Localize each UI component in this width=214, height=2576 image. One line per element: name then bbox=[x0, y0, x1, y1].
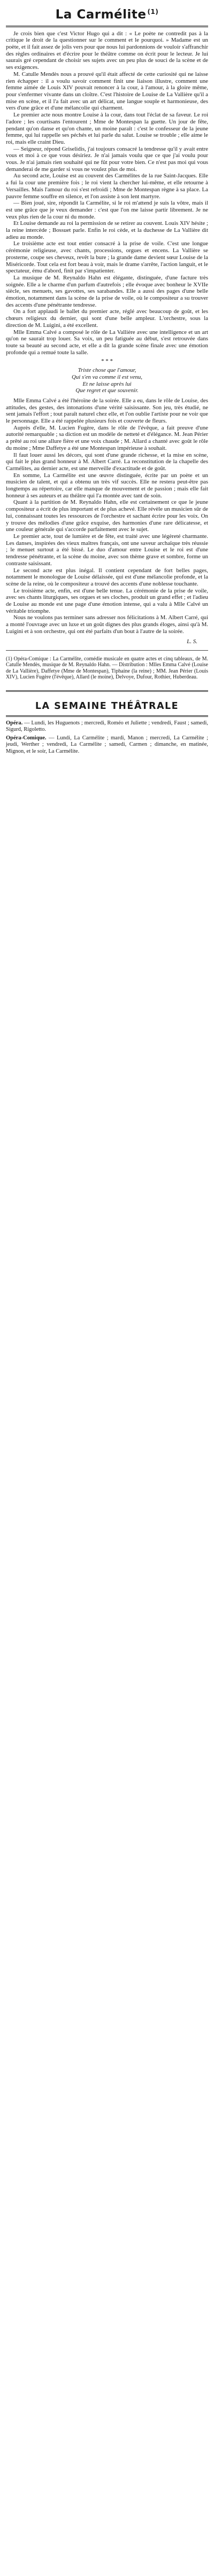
article-paragraph: En somme, La Carmélite est une œuvre distinguée, écrite par un poète et un musicien de talent, et qui a obtenu un très vif succès. Elle ne restera peut-être pas longtemps au répertoire, car elle manque de mouvement et de passion ; mais elle fait honneur à ses auteurs et au théâtre qui l'a montée avec tant de soin. bbox=[6, 472, 208, 499]
weekly-entry-theatre: Opéra. bbox=[6, 720, 23, 726]
article-paragraph: Mlle Emma Calvé a été l'héroïne de la soirée. Elle a eu, dans le rôle de Louise, des attitudes, des gestes, des intonations d'une vérité saisissante. Son jeu, très étudié, ne sent jamais l'effort ; tout paraît naturel chez elle, et l'on oublie l'artiste pour ne voir que le personnage. Elle a été rappelée plusieurs fois et couverte de fleurs. bbox=[6, 397, 208, 425]
article-paragraph: M. Catulle Mendès nous a prouvé qu'il était affecté de cette curiosité qui ne laisse rien échapper : il a voulu savoir comment finit une liaison illustre, comment une femme aimée de Louis XIV pouvait renoncer à la cour, à l'amour, à la gloire même, pour s'enfermer vivante dans un cloître. C'est l'histoire de Louise de La Vallière qu'il a mise en scène, et il l'a fait avec un art délicat, une langue souple et harmonieuse, des vers d'une grâce et d'une mélancolie qui charment. bbox=[6, 71, 208, 112]
article-signature: L. S. bbox=[187, 638, 197, 645]
weekly-entry-text: — Lundi, les Huguenots ; mercredi, Roméo et Juliette ; vendredi, Faust ; samedi, Sigurd, Rigoletto. bbox=[6, 720, 208, 733]
article-title-footnote-marker: (1) bbox=[147, 8, 159, 15]
verse-line: Et ne laisse après lui bbox=[82, 380, 132, 387]
article-paragraph: — Seigneur, répond Griselidis, j'ai toujours consacré la tendresse qu'il y avait entre vous et moi à ce que vous désiriez. Je n'ai jamais voulu que ce que j'ai voulu pour vous. Je n'ai jamais rien souhaité qui ne fût pour votre bien. Ce n'est pas moi qui vous demanderai de me garder si vous ne voulez plus de moi. bbox=[6, 145, 208, 173]
article-body bbox=[6, 30, 208, 635]
footnote-rule bbox=[6, 650, 208, 651]
article-paragraph: Le premier acte nous montre Louise à la cour, dans tout l'éclat de sa faveur. Le roi l'adore ; les courtisans l'entourent ; Mme de Montespan la guette. Un jour de fête, pendant qu'on danse et qu'on chante, un moine paraît : c'est le confesseur de la jeune femme, qui lui rappelle ses péchés et lui parle du salut. Louise se trouble ; elle aime le roi, mais elle craint Dieu. bbox=[6, 112, 208, 145]
weekly-entry bbox=[6, 735, 208, 755]
article-paragraph: Le premier acte, tout de lumière et de fête, est traité avec une légèreté charmante. Les danses, inspirées des vieux maîtres français, ont une saveur archaïque très réussie ; le menuet surtout a été bissé. Le duo d'amour entre Louise et le roi est d'une tendresse pénétrante, et la scène du moine, avec son thème grave et sombre, forme un contraste saisissant. bbox=[6, 533, 208, 567]
article-paragraph: Il faut louer aussi les décors, qui sont d'une grande richesse, et la mise en scène, qui fait le plus grand honneur à M. Albert Carré. La reconstitution de la chapelle des Carmélites, au dernier acte, est une merveille d'exactitude et de goût. bbox=[6, 451, 208, 472]
section-double-rule bbox=[6, 690, 208, 692]
article-paragraph: La musique de M. Reynaldo Hahn est élégante, distinguée, d'une facture très soignée. Elle a le charme d'un parfum d'autrefois ; elle évoque avec bonheur le XVIIe siècle, ses menuets, ses gavottes, ses sarabandes. Elle a aussi des pages d'une belle émotion, notamment dans la scène de la prise de voile, où le compositeur a su trouver des accents d'une pénétrante tendresse. bbox=[6, 274, 208, 308]
article-paragraph: Le troisième acte, enfin, est d'une belle tenue. La cérémonie de la prise de voile, avec ses chants liturgiques, ses orgues et ses cloches, produit un grand effet ; et l'adieu de Louise au monde est une page d'une émotion intense, qui a valu à Mlle Calvé un véritable triomphe. bbox=[6, 587, 208, 614]
article-paragraph: Le troisième acte est tout entier consacré à la prise de voile. C'est une longue cérémonie religieuse, avec chants, processions, orgues et encens. La Vallière se prosterne, coupe ses cheveux, revêt la bure ; la grande dame devient sœur Louise de la Miséricorde. Tout cela est fort beau à voir, mais le drame s'arrête, l'action languit, et le spectateur, ému d'abord, finit par s'impatienter. bbox=[6, 240, 208, 275]
section-double-rule-bottom bbox=[6, 715, 208, 717]
article-paragraph: Au second acte, Louise est au couvent des Carmélites de la rue Saint-Jacques. Elle a fui la cour une première fois ; le roi vient la chercher lui-même, et elle retourne à Versailles. Mais l'amour du roi s'est refroidi ; Mme de Montespan règne à sa place. La pauvre femme souffre en silence, et l'on assiste à son lent martyre. bbox=[6, 173, 208, 200]
article-paragraph: Le second acte est plus inégal. Il contient cependant de fort belles pages, notamment le monologue de Louise délaissée, qui est d'une mélancolie profonde, et la scène de la reine, où le compositeur a trouvé des accents d'une noblesse touchante. bbox=[6, 567, 208, 587]
article-paragraph: Auprès d'elle, M. Lucien Fugère, dans le rôle de l'évêque, a fait preuve d'une autorité remarquable ; sa diction est un modèle de netteté et d'élégance. M. Jean Périer a prêté au roi une allure fière et une voix chaude ; M. Allard a chanté avec goût le rôle du moine ; Mme Daffetye a été une Montespan impérieuse à souhait. bbox=[6, 424, 208, 451]
article-footnote: (1) Opéra-Comique : La Carmélite, comédie musicale en quatre actes et cinq tableaux, de M. Catulle Mendès, musique de M. Reynaldo Hahn. — Distribution : Mlles Emma Calvé (Louise de La Vallière), Daffetye (Mme de Montespan), Tiphaine (la reine) ; MM. Jean Périer (Louis XIV), Lucien Fugère (l'évêque), Allard (le moine), Delvoye, Dufour, Rothier, Huberdeau. bbox=[6, 655, 208, 681]
section-separator: * * * bbox=[101, 358, 113, 365]
article-paragraph: On a fort applaudi le ballet du premier acte, réglé avec beaucoup de goût, et les chœurs religieux du dernier, qui sont d'une belle ampleur. L'orchestre, sous la direction de M. Luigini, a été excellent. bbox=[6, 308, 208, 329]
verse-line: Triste chose que l'amour, bbox=[78, 367, 136, 374]
weekly-entry-text: — Lundi, La Carmélite ; mardi, Manon ; mercredi, La Carmélite ; jeudi, Werther ; vendredi, La Carmélite ; samedi, Carmen ; dimanche, en matinée, Mignon, et le soir, La Carmélite. bbox=[6, 735, 208, 754]
article-paragraph: — Bien joué, sire, répondit la Carmélite, si le roi m'attend je suis la vôtre, mais il est une grâce que je veux demander : c'est que l'on me laisse partir librement. Je ne veux plus rien de la cour ni du monde. bbox=[6, 200, 208, 220]
article-paragraph: Je crois bien que c'est Victor Hugo qui a dit : « Le poète ne contredit pas à la critique le droit de la questionner sur le comment et le pourquoi. » Madame est un poète, et il fait assez de jolis vers pour que nous lui pardonnions de vouloir s'affranchir des règles ordinaires et d'écrire pour le théâtre comme on écrit pour le lecteur. Je lui saurais gré cependant de choisir ses sujets avec un peu plus de souci de la scène et de ses exigences. bbox=[6, 30, 208, 71]
article-paragraph: Nous ne voulons pas terminer sans adresser nos félicitations à M. Albert Carré, qui a monté l'ouvrage avec un luxe et un goût dignes des plus grands éloges, ainsi qu'à M. Luigini et à son orchestre, qui ont été parfaits d'un bout à l'autre de la soirée. bbox=[6, 614, 208, 635]
article-paragraph: Et Louise demande au roi la permission de se retirer au couvent. Louis XIV hésite ; la reine intercède ; Bossuet parle. Enfin le roi cède, et la duchesse de La Vallière dit adieu au monde. bbox=[6, 220, 208, 240]
article-title-text: La Carmélite bbox=[55, 7, 147, 22]
verse-line: Qui s'en va comme il est venu, bbox=[71, 373, 143, 380]
title-double-rule bbox=[6, 26, 208, 27]
article-paragraph: Quant à la partition de M. Reynaldo Hahn, elle est certainement ce que le jeune compositeur a écrit de plus important et de plus achevé. Elle révèle un musicien sûr de lui, connaissant toutes les ressources de l'orchestre et sachant écrire pour les voix. On y trouve des mélodies d'une grâce exquise, des harmonies d'une rare délicatesse, et une couleur générale qui s'accorde parfaitement avec le sujet. bbox=[6, 499, 208, 533]
weekly-entry bbox=[6, 720, 208, 733]
verse-line: Que regret et que souvenir. bbox=[75, 387, 139, 394]
weekly-entry-theatre: Opéra-Comique. bbox=[6, 735, 47, 741]
weekly-listing bbox=[6, 720, 208, 755]
article-title bbox=[6, 4, 208, 22]
weekly-section-title: LA SEMAINE THÉÂTRALE bbox=[35, 700, 179, 712]
article-paragraph: Mlle Emma Calvé a composé le rôle de La Vallière avec une intelligence et un art qu'on ne saurait trop louer. Sa voix, un peu fatiguée au début, s'est retrouvée dans toute sa beauté au second acte, et elle a dit la grande scène finale avec une émotion profonde qui a remué toute la salle. bbox=[6, 329, 208, 356]
